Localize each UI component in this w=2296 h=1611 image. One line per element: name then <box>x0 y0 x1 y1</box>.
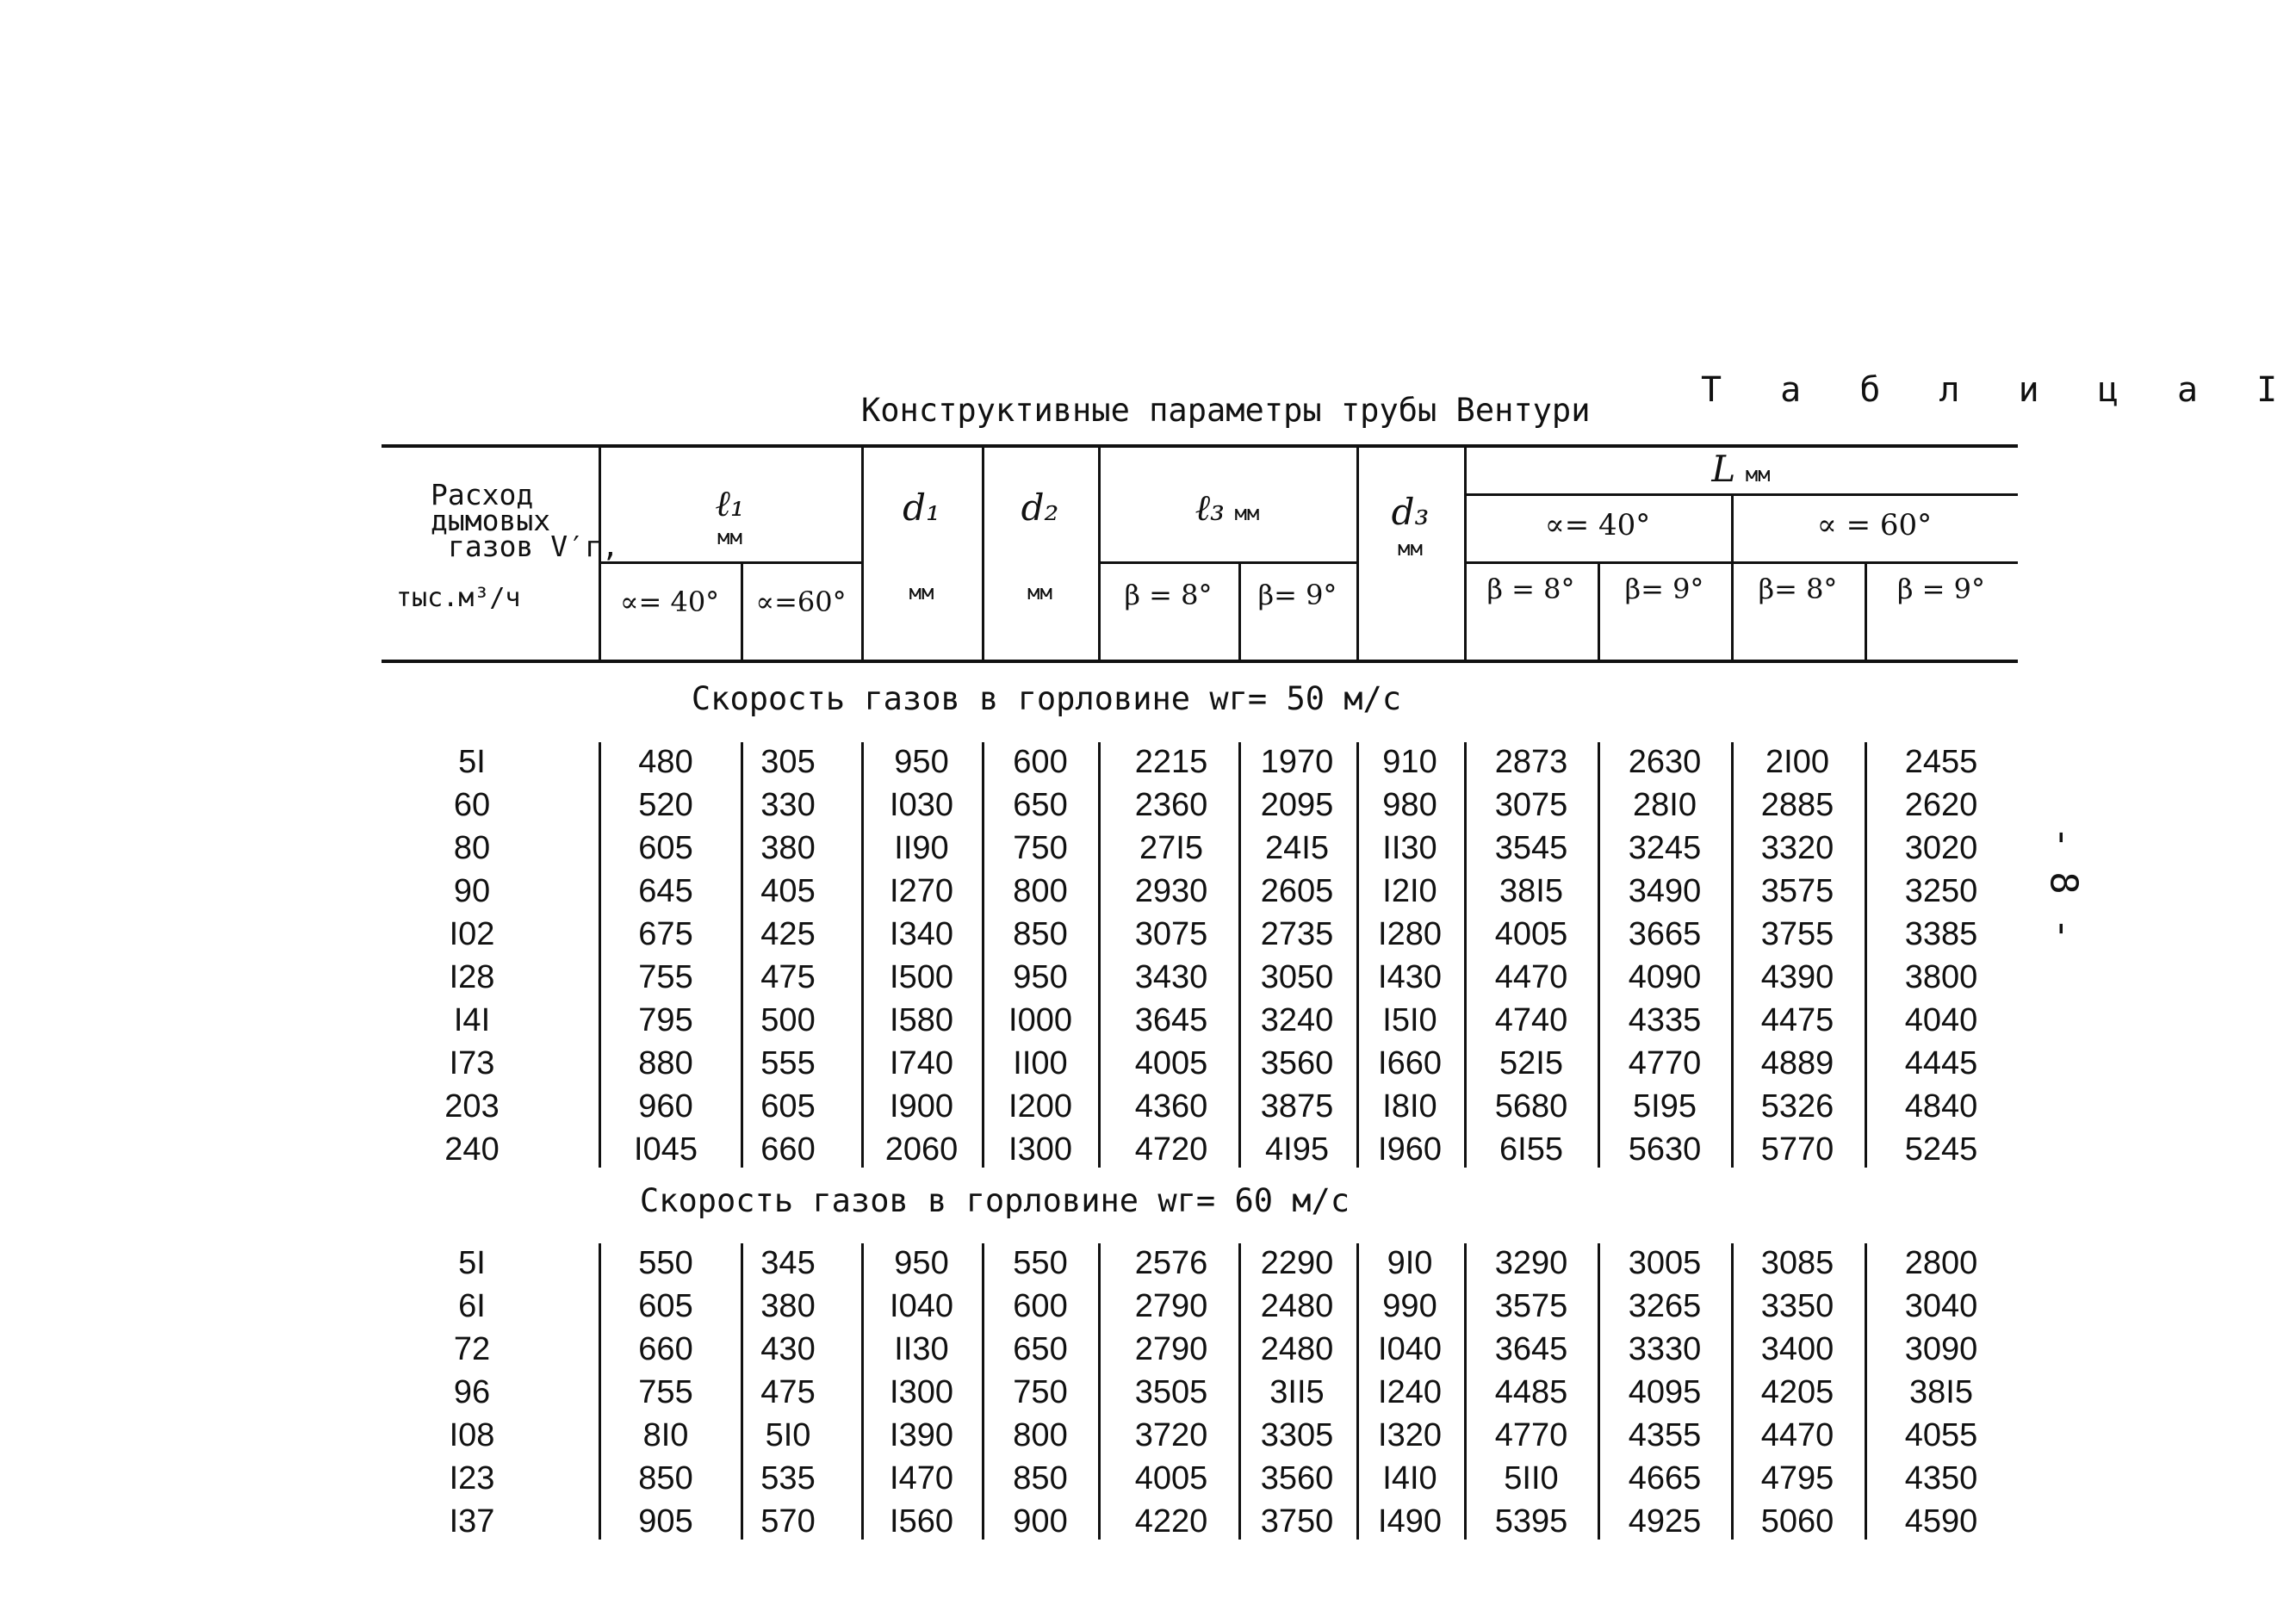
body-vrule <box>1731 1243 1734 1540</box>
value-cell: I8I0 <box>1382 1088 1437 1125</box>
value-cell: 305 <box>760 744 816 780</box>
table-row <box>0 1042 2164 1085</box>
value-cell: 3240 <box>1260 1002 1334 1038</box>
value-cell: 755 <box>638 1374 693 1410</box>
flow-rate-cell: I73 <box>449 1045 495 1081</box>
value-cell: 2620 <box>1904 787 1978 823</box>
value-cell: I5I0 <box>1382 1002 1437 1038</box>
value-cell: 3560 <box>1260 1460 1334 1496</box>
value-cell: 600 <box>1013 744 1068 780</box>
body-vrule <box>1865 1243 1867 1540</box>
header-L-a60-beta8: β= 8° <box>1758 573 1838 605</box>
value-cell: 2I00 <box>1765 744 1829 780</box>
flow-rate-cell: 90 <box>453 873 491 909</box>
value-cell: 4925 <box>1628 1503 1702 1540</box>
value-cell: I660 <box>1378 1045 1442 1081</box>
table-row <box>0 1242 2164 1285</box>
table-row <box>0 1085 2164 1128</box>
header-d3-symbol: d₃ <box>1391 491 1430 533</box>
header-d3-unit: мм <box>1398 536 1423 561</box>
header-d1 <box>861 486 982 604</box>
value-cell: 675 <box>638 916 693 952</box>
value-cell: 3430 <box>1134 959 1208 995</box>
value-cell: 5I0 <box>765 1417 811 1453</box>
value-cell: 5326 <box>1760 1088 1834 1125</box>
header-subcolumn-rule-L <box>1464 561 2018 564</box>
value-cell: 550 <box>1013 1245 1068 1281</box>
value-cell: 475 <box>760 1374 816 1410</box>
header-l3-symbol: ℓ₃ <box>1195 486 1225 529</box>
value-cell: 345 <box>760 1245 816 1281</box>
value-cell: 605 <box>760 1088 816 1125</box>
header-flow-rate-line2: дымовых <box>431 504 551 537</box>
value-cell: 4770 <box>1628 1045 1702 1081</box>
value-cell: 3090 <box>1904 1331 1978 1367</box>
value-cell: 950 <box>894 744 949 780</box>
value-cell: 3330 <box>1628 1331 1702 1367</box>
table-row <box>0 1414 2164 1457</box>
header-l1-symbol: ℓ₁ <box>715 482 745 524</box>
value-cell: 605 <box>638 1288 693 1324</box>
value-cell: 4005 <box>1134 1045 1208 1081</box>
value-cell: 2885 <box>1760 787 1834 823</box>
table-row <box>0 1285 2164 1328</box>
value-cell: I030 <box>890 787 953 823</box>
value-cell: I000 <box>1008 1002 1072 1038</box>
flow-rate-cell: 240 <box>444 1131 500 1168</box>
value-cell: 2605 <box>1260 873 1334 909</box>
value-cell: 2455 <box>1904 744 1978 780</box>
value-cell: II30 <box>894 1331 949 1367</box>
table-title: Конструктивные параметры трубы Вентури <box>861 392 1591 429</box>
body-vrule <box>1598 742 1600 1168</box>
value-cell: 3005 <box>1628 1245 1702 1281</box>
value-cell: 750 <box>1013 1374 1068 1410</box>
value-cell: 6I55 <box>1499 1131 1563 1168</box>
value-cell: 4470 <box>1760 1417 1834 1453</box>
value-cell: 650 <box>1013 1331 1068 1367</box>
value-cell: 2873 <box>1494 744 1568 780</box>
value-cell: 3720 <box>1134 1417 1208 1453</box>
value-cell: 3085 <box>1760 1245 1834 1281</box>
value-cell: 3320 <box>1760 830 1834 866</box>
header-d3 <box>1356 491 1464 561</box>
header-flow-rate-unit: тыс.м³/ч <box>396 583 521 613</box>
value-cell: 650 <box>1013 787 1068 823</box>
value-cell: 2095 <box>1260 787 1334 823</box>
value-cell: 990 <box>1382 1288 1437 1324</box>
header-d2-symbol: d₂ <box>1021 486 1059 529</box>
value-cell: 4205 <box>1760 1374 1834 1410</box>
header-L-a40-beta8: β = 8° <box>1486 573 1575 605</box>
value-cell: 430 <box>760 1331 816 1367</box>
value-cell: 4220 <box>1134 1503 1208 1540</box>
value-cell: 4445 <box>1904 1045 1978 1081</box>
value-cell: 330 <box>760 787 816 823</box>
value-cell: I900 <box>890 1088 953 1125</box>
value-cell: 520 <box>638 787 693 823</box>
value-cell: I4I0 <box>1382 1460 1437 1496</box>
value-cell: 4720 <box>1134 1131 1208 1168</box>
value-cell: 2630 <box>1628 744 1702 780</box>
value-cell: 425 <box>760 916 816 952</box>
body-vrule <box>1356 742 1359 1168</box>
value-cell: 3265 <box>1628 1288 1702 1324</box>
value-cell: 4I95 <box>1265 1131 1329 1168</box>
value-cell: 52I5 <box>1499 1045 1563 1081</box>
value-cell: 555 <box>760 1045 816 1081</box>
header-d2-unit: мм <box>1027 580 1052 604</box>
value-cell: 800 <box>1013 873 1068 909</box>
value-cell: 380 <box>760 1288 816 1324</box>
body-vrule <box>861 1243 864 1540</box>
value-cell: 3645 <box>1494 1331 1568 1367</box>
value-cell: 5630 <box>1628 1131 1702 1168</box>
value-cell: I240 <box>1378 1374 1442 1410</box>
body-vrule <box>1865 742 1867 1168</box>
value-cell: 2790 <box>1134 1331 1208 1367</box>
table-row <box>0 870 2164 913</box>
value-cell: 4040 <box>1904 1002 1978 1038</box>
value-cell: 570 <box>760 1503 816 1540</box>
value-cell: II00 <box>1013 1045 1068 1081</box>
body-vrule <box>1464 1243 1467 1540</box>
table-row <box>0 956 2164 999</box>
value-cell: I300 <box>890 1374 953 1410</box>
header-subcolumn-rule <box>599 561 861 564</box>
value-cell: 4770 <box>1494 1417 1568 1453</box>
value-cell: 960 <box>638 1088 693 1125</box>
value-cell: 3750 <box>1260 1503 1334 1540</box>
header-l3-beta9: β= 9° <box>1257 579 1337 611</box>
value-cell: 980 <box>1382 787 1437 823</box>
header-L <box>1464 448 2018 490</box>
flow-rate-cell: I37 <box>449 1503 495 1540</box>
value-cell: 550 <box>638 1245 693 1281</box>
body-vrule <box>1238 742 1241 1168</box>
value-cell: 5245 <box>1904 1131 1978 1168</box>
table-row <box>0 827 2164 870</box>
value-cell: 1970 <box>1260 744 1334 780</box>
header-bottom-rule <box>382 660 2018 663</box>
value-cell: I580 <box>890 1002 953 1038</box>
value-cell: 2480 <box>1260 1331 1334 1367</box>
value-cell: 405 <box>760 873 816 909</box>
header-flow-rate <box>396 478 619 613</box>
value-cell: 850 <box>638 1460 693 1496</box>
value-cell: I280 <box>1378 916 1442 952</box>
value-cell: 2290 <box>1260 1245 1334 1281</box>
body-vrule <box>599 1243 601 1540</box>
header-subcolumn-rule-l3 <box>1098 561 1356 564</box>
value-cell: 3645 <box>1134 1002 1208 1038</box>
value-cell: 660 <box>760 1131 816 1168</box>
value-cell: 3050 <box>1260 959 1334 995</box>
page-number: - 8 - <box>2041 826 2086 940</box>
value-cell: 2790 <box>1134 1288 1208 1324</box>
body-vrule <box>741 742 743 1168</box>
value-cell: 38I5 <box>1909 1374 1973 1410</box>
body-vrule <box>1098 1243 1101 1540</box>
table-row <box>0 1500 2164 1543</box>
value-cell: 5770 <box>1760 1131 1834 1168</box>
value-cell: 380 <box>760 830 816 866</box>
header-l1-alpha40: ∝= 40° <box>619 586 720 618</box>
value-cell: 3250 <box>1904 873 1978 909</box>
value-cell: I470 <box>890 1460 953 1496</box>
value-cell: 4360 <box>1134 1088 1208 1125</box>
body-vrule <box>1731 742 1734 1168</box>
value-cell: 3505 <box>1134 1374 1208 1410</box>
value-cell: 4005 <box>1494 916 1568 952</box>
body-vrule <box>982 1243 984 1540</box>
value-cell: 2060 <box>884 1131 959 1168</box>
value-cell: 4095 <box>1628 1374 1702 1410</box>
value-cell: 2800 <box>1904 1245 1978 1281</box>
header-L-a40-beta9: β= 9° <box>1624 573 1704 605</box>
value-cell: I500 <box>890 959 953 995</box>
header-d2 <box>982 486 1098 604</box>
value-cell: 4350 <box>1904 1460 1978 1496</box>
value-cell: I390 <box>890 1417 953 1453</box>
value-cell: 3075 <box>1494 787 1568 823</box>
flow-rate-cell: 6I <box>458 1288 486 1324</box>
value-cell: 5395 <box>1494 1503 1568 1540</box>
header-l3-unit: мм <box>1234 501 1260 525</box>
header-vrule <box>1098 444 1101 660</box>
value-cell: 4005 <box>1134 1460 1208 1496</box>
value-cell: 905 <box>638 1503 693 1540</box>
value-cell: 2480 <box>1260 1288 1334 1324</box>
value-cell: 28I0 <box>1633 787 1697 823</box>
value-cell: I270 <box>890 873 953 909</box>
value-cell: 5680 <box>1494 1088 1568 1125</box>
value-cell: 3040 <box>1904 1288 1978 1324</box>
value-cell: 38I5 <box>1499 873 1563 909</box>
value-cell: 900 <box>1013 1503 1068 1540</box>
table-row <box>0 913 2164 956</box>
value-cell: 480 <box>638 744 693 780</box>
flow-rate-cell: 96 <box>453 1374 491 1410</box>
header-d1-unit: мм <box>909 580 934 604</box>
value-cell: 880 <box>638 1045 693 1081</box>
value-cell: 4355 <box>1628 1417 1702 1453</box>
value-cell: I320 <box>1378 1417 1442 1453</box>
value-cell: 3305 <box>1260 1417 1334 1453</box>
body-vrule <box>741 1243 743 1540</box>
header-flow-rate-line3: газов V′г, <box>448 530 619 563</box>
table-row <box>0 999 2164 1042</box>
value-cell: 600 <box>1013 1288 1068 1324</box>
value-cell: 795 <box>638 1002 693 1038</box>
value-cell: II90 <box>894 830 949 866</box>
value-cell: I340 <box>890 916 953 952</box>
header-l3 <box>1098 486 1356 530</box>
value-cell: 5II0 <box>1504 1460 1559 1496</box>
flow-rate-cell: 72 <box>453 1331 491 1367</box>
header-L-alpha-rule <box>1464 493 2018 496</box>
value-cell: 3350 <box>1760 1288 1834 1324</box>
value-cell: I045 <box>634 1131 698 1168</box>
flow-rate-cell: 80 <box>453 830 491 866</box>
value-cell: 2360 <box>1134 787 1208 823</box>
value-cell: 3800 <box>1904 959 1978 995</box>
value-cell: 4485 <box>1494 1374 1568 1410</box>
header-L-alpha60: ∝ = 60° <box>1816 508 1933 542</box>
header-l1-unit: мм <box>717 525 742 549</box>
flow-rate-cell: I08 <box>449 1417 495 1453</box>
value-cell: 24I5 <box>1265 830 1329 866</box>
header-L-alpha40: ∝= 40° <box>1544 508 1651 542</box>
flow-rate-cell: I02 <box>449 916 495 952</box>
value-cell: 3II5 <box>1269 1374 1325 1410</box>
flow-rate-cell: I4I <box>453 1002 491 1038</box>
value-cell: 3875 <box>1260 1088 1334 1125</box>
value-cell: 8I0 <box>642 1417 689 1453</box>
table-row <box>0 1328 2164 1371</box>
value-cell: I740 <box>890 1045 953 1081</box>
value-cell: I960 <box>1378 1131 1442 1168</box>
value-cell: 9I0 <box>1387 1245 1433 1281</box>
flow-rate-cell: 60 <box>453 787 491 823</box>
value-cell: 3020 <box>1904 830 1978 866</box>
body-vrule <box>1098 742 1101 1168</box>
value-cell: I040 <box>890 1288 953 1324</box>
header-l3-beta8: β = 8° <box>1124 579 1213 611</box>
header-l1 <box>599 482 861 549</box>
body-vrule <box>861 742 864 1168</box>
flow-rate-cell: 5I <box>458 1245 486 1281</box>
value-cell: 27I5 <box>1139 830 1203 866</box>
table-row <box>0 1457 2164 1500</box>
value-cell: 535 <box>760 1460 816 1496</box>
section-title-60: Скорость газов в горловине wг= 60 м/с <box>639 1182 1350 1219</box>
value-cell: 4055 <box>1904 1417 1978 1453</box>
value-cell: 4335 <box>1628 1002 1702 1038</box>
value-cell: I2I0 <box>1382 873 1437 909</box>
value-cell: 800 <box>1013 1417 1068 1453</box>
body-vrule <box>599 742 601 1168</box>
value-cell: 3560 <box>1260 1045 1334 1081</box>
value-cell: 4590 <box>1904 1503 1978 1540</box>
header-l1-alpha60: ∝=60° <box>755 586 847 618</box>
value-cell: I300 <box>1008 1131 1072 1168</box>
section-title-50: Скорость газов в горловине wг= 50 м/с <box>691 680 1402 717</box>
value-cell: 3075 <box>1134 916 1208 952</box>
value-cell: 4840 <box>1904 1088 1978 1125</box>
value-cell: 3245 <box>1628 830 1702 866</box>
value-cell: 5060 <box>1760 1503 1834 1540</box>
header-L-unit: мм <box>1745 462 1771 486</box>
body-vrule <box>1464 742 1467 1168</box>
flow-rate-cell: I23 <box>449 1460 495 1496</box>
value-cell: 750 <box>1013 830 1068 866</box>
value-cell: 4740 <box>1494 1002 1568 1038</box>
value-cell: 4390 <box>1760 959 1834 995</box>
value-cell: 850 <box>1013 1460 1068 1496</box>
body-vrule <box>1356 1243 1359 1540</box>
flow-rate-cell: 5I <box>458 744 486 780</box>
flow-rate-cell: I28 <box>449 959 495 995</box>
value-cell: 605 <box>638 830 693 866</box>
value-cell: 2930 <box>1134 873 1208 909</box>
value-cell: 3575 <box>1494 1288 1568 1324</box>
value-cell: I040 <box>1378 1331 1442 1367</box>
header-L-symbol: L <box>1711 448 1736 490</box>
value-cell: 3290 <box>1494 1245 1568 1281</box>
value-cell: 4470 <box>1494 959 1568 995</box>
value-cell: 4795 <box>1760 1460 1834 1496</box>
body-vrule <box>1238 1243 1241 1540</box>
value-cell: 2576 <box>1134 1245 1208 1281</box>
value-cell: 2215 <box>1134 744 1208 780</box>
table-row <box>0 1371 2164 1414</box>
value-cell: 3385 <box>1904 916 1978 952</box>
value-cell: 500 <box>760 1002 816 1038</box>
value-cell: I200 <box>1008 1088 1072 1125</box>
value-cell: 755 <box>638 959 693 995</box>
body-vrule <box>982 742 984 1168</box>
value-cell: 4889 <box>1760 1045 1834 1081</box>
value-cell: 4090 <box>1628 959 1702 995</box>
value-cell: 2735 <box>1260 916 1334 952</box>
value-cell: 475 <box>760 959 816 995</box>
value-cell: 3665 <box>1628 916 1702 952</box>
value-cell: 5I95 <box>1633 1088 1697 1125</box>
header-flow-rate-line1: Расход <box>431 478 534 511</box>
value-cell: I490 <box>1378 1503 1442 1540</box>
table-row <box>0 740 2164 784</box>
value-cell: I430 <box>1378 959 1442 995</box>
value-cell: 660 <box>638 1331 693 1367</box>
value-cell: 4475 <box>1760 1002 1834 1038</box>
table-row <box>0 1128 2164 1171</box>
value-cell: I560 <box>890 1503 953 1540</box>
value-cell: 3545 <box>1494 830 1568 866</box>
value-cell: 950 <box>894 1245 949 1281</box>
value-cell: 850 <box>1013 916 1068 952</box>
header-L-a60-beta9: β = 9° <box>1896 573 1985 605</box>
value-cell: 3755 <box>1760 916 1834 952</box>
header-d1-symbol: d₁ <box>903 486 940 529</box>
flow-rate-cell: 203 <box>444 1088 500 1125</box>
value-cell: 3575 <box>1760 873 1834 909</box>
body-vrule <box>1598 1243 1600 1540</box>
table-number-label: Т а б л и ц а I <box>1701 370 2296 410</box>
value-cell: II30 <box>1382 830 1437 866</box>
value-cell: 645 <box>638 873 693 909</box>
value-cell: 4665 <box>1628 1460 1702 1496</box>
value-cell: 3400 <box>1760 1331 1834 1367</box>
table-row <box>0 784 2164 827</box>
value-cell: 910 <box>1382 744 1437 780</box>
value-cell: 950 <box>1013 959 1068 995</box>
value-cell: 3490 <box>1628 873 1702 909</box>
